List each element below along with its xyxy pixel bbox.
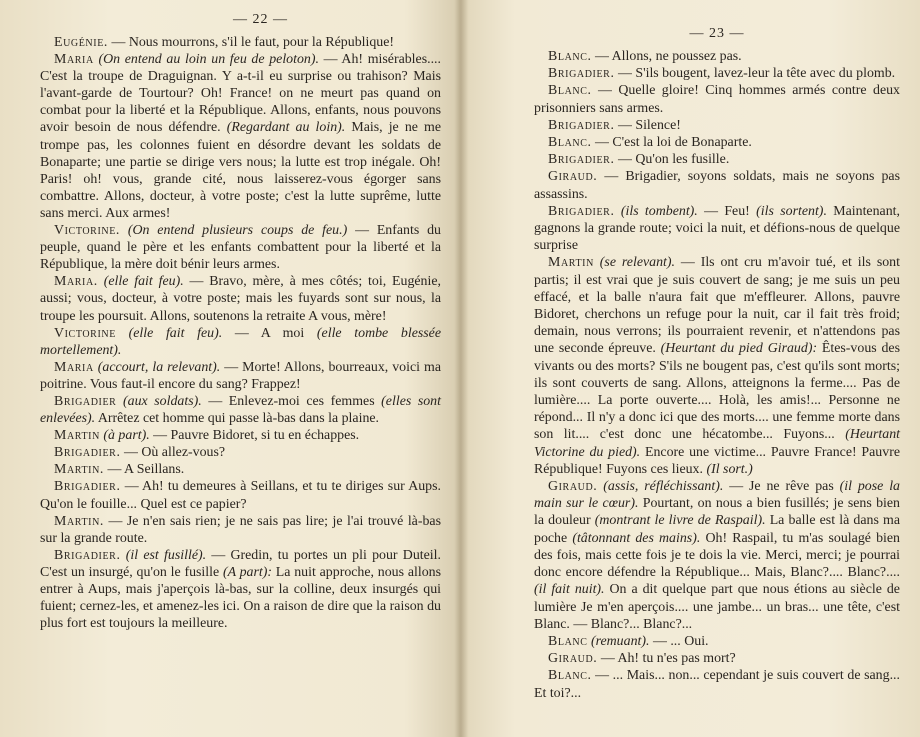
stage-direction: (il est fusillé). xyxy=(120,547,207,563)
speaker-name: Blanc. xyxy=(548,668,592,684)
stage-direction: (se relevant). xyxy=(593,255,675,271)
dialogue-paragraph xyxy=(534,134,900,151)
speaker-name: Martin xyxy=(548,255,594,271)
dialogue-paragraph xyxy=(534,478,900,633)
dialogue-paragraph xyxy=(534,151,900,168)
stage-direction: (Regardant au loin). xyxy=(220,120,346,136)
stage-direction: (remuant). xyxy=(587,633,650,649)
dialogue-paragraph xyxy=(40,478,441,512)
dialogue-text: — Enlevez-moi ces femmes xyxy=(201,393,375,409)
dialogue-text: Pourtant, on nous a bien fusillés; je sens bien la douleur xyxy=(534,496,900,529)
dialogue-text: — Silence! xyxy=(614,117,681,133)
stage-direction: (montrant le livre de Raspail). xyxy=(590,513,766,529)
stage-direction: (assis, réfléchissant). xyxy=(597,479,724,495)
speaker-name: Brigadier. xyxy=(54,547,121,563)
dialogue-text: — Enfants du peuple, quand le père et les enfants combattent pour la liberté et la République, la mère doit bénir leurs armes. xyxy=(40,223,441,273)
dialogue-text: Mais, je ne me trompe pas, les colonnes fuient en désordre devant les soldats de Bonaparte; une partie se dirige vers nous; la lutte est trop inégale. Oh! Paris! oh! vous, grande cité, nous laisserez-vous égorger sans combattre. Allons, docteur, à votre poste; c'est la lutte suprême, lutte sans merci. Aux armes! xyxy=(40,120,441,221)
speaker-name: Giraud. xyxy=(548,651,598,667)
dialogue-text: On a dit quelque part que nous étions au siècle de lumière xyxy=(534,582,900,615)
dialogue-paragraph xyxy=(40,444,441,461)
dialogue-text: — Ah! tu demeures à Seillans, et tu te diriges sur Aups. Qu'on le fouille... Quel est ce papier? xyxy=(40,479,441,512)
dialogue-text: — Bravo, mère, à mes côtés; toi, Eugénie, aussi; vous, docteur, à votre poste; mais les fuyards sont sur nous, la troupe les poursuit. Allons, soutenons la retraite xyxy=(40,274,442,324)
dialogue-text: — Ah! misérables.... C'est la troupe de Draguignan. Y a-t-il eu surprise ou trahison? Mais l'avant-garde de Tourtour? Oh! France! on ne meurt pas quand on combat pour la liberté et la République. Allons, enfants, nous pouvons avoir besoin de nous défendre. xyxy=(40,52,441,136)
dialogue-text: — S'ils bougent, lavez-leur la tête avec du plomb. xyxy=(614,66,896,82)
dialogue-text: — C'est la loi de Bonaparte. xyxy=(591,135,752,151)
dialogue-text: — Ah! tu n'es pas mort? xyxy=(597,651,736,667)
dialogue-text: Arrêtez cet homme qui passe là-bas dans la plaine. xyxy=(95,411,380,427)
dialogue-text: — ... Oui. xyxy=(649,633,709,649)
speaker-name: Brigadier. xyxy=(548,117,615,133)
stage-direction: (ils tombent). xyxy=(614,203,698,219)
dialogue-paragraph xyxy=(534,48,900,65)
dialogue-text: — A moi xyxy=(222,325,305,341)
left-page-text xyxy=(40,34,441,632)
dialogue-paragraph xyxy=(534,65,900,82)
speaker-name: Brigadier. xyxy=(54,479,121,495)
dialogue-text: Êtes-vous des vivants ou des morts? S'ils ne bougent pas, c'est qu'ils sont morts; ils sont couverts de sang. Allons, atteignons la ferme.... Pas de lumière.... La porte ouverte.... Holà, les amis!... Personne ne répond... Il n'y a donc ici que des morts.... une femme morte dans son lit.... c'est donc une hécatombe... Fuyons... xyxy=(534,341,900,443)
dialogue-paragraph xyxy=(40,547,441,632)
dialogue-paragraph xyxy=(40,427,441,444)
stage-direction: (il fait nuit). xyxy=(534,582,605,598)
speaker-name: Maria xyxy=(54,359,94,375)
dialogue-text: A vous, mère! xyxy=(305,308,387,324)
speaker-name: Brigadier xyxy=(54,393,117,409)
dialogue-text: La balle est là dans ma poche xyxy=(534,513,900,546)
stage-direction: (A part): xyxy=(219,564,273,580)
speaker-name: Brigadier. xyxy=(548,203,615,219)
dialogue-paragraph xyxy=(40,222,441,273)
dialogue-text: — A Seillans. xyxy=(103,462,185,478)
speaker-name: Victorine. xyxy=(54,223,120,239)
dialogue-text: Maintenant, gagnons la grande route; voici la nuit, et défions-nous de quelque surprise xyxy=(534,203,900,254)
speaker-name: Maria. xyxy=(54,274,98,290)
dialogue-text: — Qu'on les fusille. xyxy=(614,152,730,168)
stage-direction: (aux soldats). xyxy=(116,393,202,409)
dialogue-paragraph xyxy=(534,254,900,478)
dialogue-text: — Je ne rêve pas xyxy=(723,479,834,495)
stage-direction: (elle tombe blessée mortellement). xyxy=(40,325,442,358)
stage-direction: (Heurtant du pied Giraud): xyxy=(655,341,818,357)
speaker-name: Martin. xyxy=(54,462,104,478)
speaker-name: Martin xyxy=(54,428,100,444)
dialogue-paragraph xyxy=(534,203,900,255)
dialogue-paragraph xyxy=(40,34,441,51)
dialogue-text: On a raison de dire que la raison du plus fort est toujours la meilleure. xyxy=(40,599,441,632)
dialogue-text: — Quelle gloire! Cinq hommes armés contre deux prisonniers sans armes. xyxy=(534,83,900,116)
dialogue-text: — Où allez-vous? xyxy=(120,445,226,461)
stage-direction: (ils sortent). xyxy=(749,203,827,219)
dialogue-paragraph xyxy=(40,325,441,359)
dialogue-paragraph xyxy=(534,168,900,202)
dialogue-paragraph xyxy=(40,273,441,324)
dialogue-text: Je m'en aperçois.... une jambe... un bras... une tête, c'est Blanc. — Blanc?... Blanc?... xyxy=(534,599,900,632)
stage-direction: (Heurtant Victorine du pied). xyxy=(534,427,900,460)
dialogue-text: — Gredin, tu portes un pli pour Duteil. C'est un insurgé, qu'on le fusille xyxy=(40,547,441,580)
stage-direction: (à part). xyxy=(99,428,150,444)
stage-direction: (On entend au loin un feu de peloton). xyxy=(93,52,319,68)
dialogue-paragraph xyxy=(534,82,900,116)
speaker-name: Brigadier. xyxy=(54,445,121,461)
dialogue-paragraph xyxy=(534,650,900,667)
dialogue-text: — Morte! Allons, bourreaux, voici ma poitrine. Vous faut-il encore du sang? Frappez! xyxy=(40,359,441,392)
dialogue-text: Oh! Raspail, tu m'as soulagé bien des fois, mais cette fois je te dois la vie. Merci, merci; je pourrai donc encore défendre la République... Mais, Blanc?.... Blanc?.... xyxy=(534,530,900,581)
dialogue-text: — Allons, ne poussez pas. xyxy=(591,49,742,64)
stage-direction: (On entend plusieurs coups de feu.) xyxy=(119,223,348,239)
stage-direction: (tâtonnant des mains). xyxy=(567,530,701,546)
dialogue-text: — ... Mais... non... cependant je suis couvert de sang... Et toi?... xyxy=(534,668,900,701)
speaker-name: Blanc xyxy=(548,633,588,649)
speaker-name: Victorine xyxy=(54,325,116,341)
dialogue-text: — Brigadier, soyons soldats, mais ne soyons pas assassins. xyxy=(534,169,900,202)
stage-direction: (il pose la main sur le cœur). xyxy=(534,479,901,512)
dialogue-paragraph xyxy=(40,461,441,478)
stage-direction: (accourt, la relevant). xyxy=(93,359,221,375)
speaker-name: Eugénie. xyxy=(54,35,108,50)
speaker-name: Maria xyxy=(54,52,94,68)
dialogue-paragraph xyxy=(40,393,441,427)
speaker-name: Giraud. xyxy=(548,479,598,495)
speaker-name: Blanc. xyxy=(548,49,592,64)
dialogue-text: — Nous mourrons, s'il le faut, pour la République! xyxy=(107,35,395,50)
page-number-right: — 23 — xyxy=(689,26,745,41)
dialogue-paragraph xyxy=(534,667,900,701)
stage-direction: (Il sort.) xyxy=(702,461,753,477)
dialogue-text: La nuit approche, nous allons entrer à Aups, mais j'aperçois là-bas, sur la colline, deux insurgés qui fuient; cernez-les, et amenez-les ici. xyxy=(40,564,442,615)
dialogue-paragraph xyxy=(534,117,900,134)
dialogue-paragraph xyxy=(534,633,900,650)
speaker-name: Blanc. xyxy=(548,135,592,151)
speaker-name: Brigadier. xyxy=(548,152,615,168)
speaker-name: Giraud. xyxy=(548,169,598,185)
right-page xyxy=(468,0,920,737)
dialogue-text: — Ils ont cru m'avoir tué, et ils sont partis; il est vrai que je suis couvert de sang; je me suis un peu effacé, et la balle n'aura fait que m'effleurer. Allons, pauvre Bidoret, cherchons un refuge pour la nuit, car il fait très froid; demain, nous verrons; ils pourraient revenir, et n'attendons pas une seconde épreuve. xyxy=(534,255,900,357)
speaker-name: Brigadier. xyxy=(548,66,615,82)
stage-direction: (elle fait feu). xyxy=(115,325,223,341)
book-gutter xyxy=(454,0,468,737)
page-number-left: — 22 — xyxy=(233,12,288,27)
dialogue-paragraph xyxy=(40,51,441,222)
dialogue-paragraph xyxy=(40,513,441,547)
speaker-name: Blanc. xyxy=(548,83,592,99)
dialogue-text: Encore une victime... Pauvre France! Pauvre République! Fuyons ces lieux. xyxy=(534,444,900,477)
left-page xyxy=(0,0,455,737)
dialogue-text: — Je n'en sais rien; je ne sais pas lire; je l'ai trouvé là-bas sur la grande route. xyxy=(40,513,441,546)
speaker-name: Martin. xyxy=(54,513,104,529)
right-page-text xyxy=(534,48,900,702)
dialogue-paragraph xyxy=(40,359,441,393)
dialogue-text: — Pauvre Bidoret, si tu en échappes. xyxy=(149,428,360,444)
stage-direction: (elle fait feu). xyxy=(97,274,184,290)
dialogue-text: — Feu! xyxy=(697,203,750,219)
stage-direction: (elles sont enlevées). xyxy=(40,393,441,427)
